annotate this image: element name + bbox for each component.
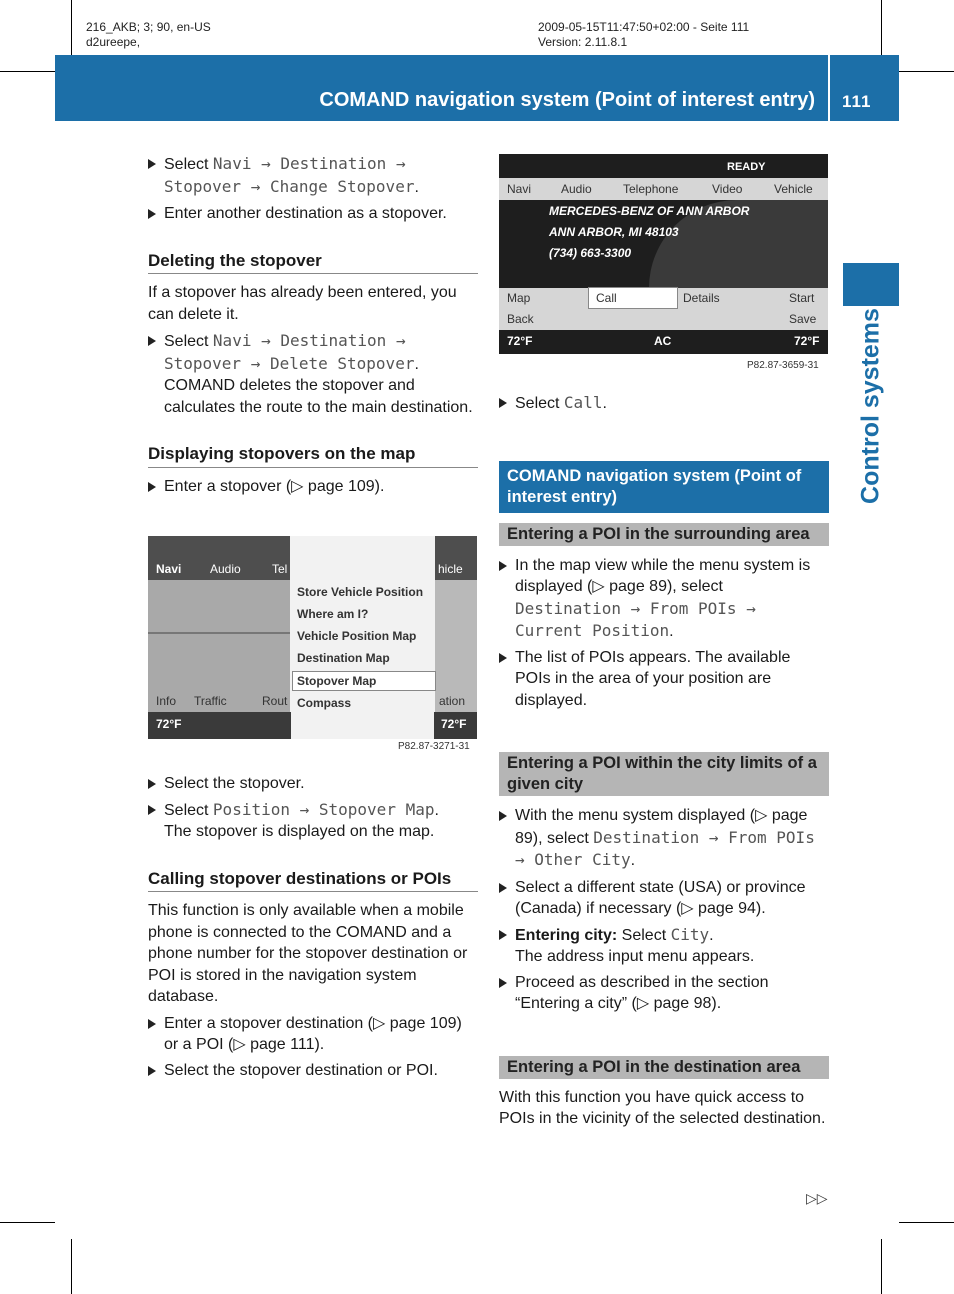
menu-item: Where am I? [297, 607, 369, 621]
button-back: Back [507, 312, 534, 326]
crop-mark [899, 1222, 954, 1223]
tab-audio: Audio [561, 182, 592, 196]
instruction-step: With the menu system displayed (▷ page 89), select Destination → From POIs → Other City. [499, 805, 829, 872]
menu-item: Store Vehicle Position [297, 585, 424, 599]
crop-mark [71, 1239, 72, 1294]
right-column [499, 392, 829, 1130]
poi-phone: (734) 663-3300 [549, 246, 632, 260]
instruction-step: Select Navi → Destination → Stopover → Change Stopover. [148, 153, 478, 198]
climate-ac: AC [654, 334, 672, 348]
tab-tel: Tel [272, 562, 288, 576]
section-heading: Deleting the stopover [148, 250, 478, 275]
instruction-step: In the map view while the menu system is displayed (▷ page 89), select Destination → From POIs → Current Position. [499, 555, 829, 643]
button-map: Map [507, 291, 531, 305]
button-start: Start [789, 291, 815, 305]
menu-item: Compass [297, 696, 352, 710]
crop-mark [881, 0, 882, 55]
step-result: COMAND deletes the stopover and calculates the route to the main destination. [164, 377, 473, 416]
step-result: The address input menu appears. [515, 948, 755, 965]
instruction-step: Select Call. [499, 392, 829, 415]
meta-line: 216_AKB; 3; 90, en-US [86, 20, 211, 34]
poi-address: ANN ARBOR, MI 48103 [549, 225, 679, 239]
button-details: Details [683, 291, 720, 305]
button-call: Call [596, 291, 617, 305]
menu-item: Destination Map [297, 651, 390, 665]
tab-telephone: Telephone [623, 182, 679, 196]
status-ready: READY [727, 161, 766, 173]
tab-vehicle: hicle [438, 562, 463, 576]
print-meta-right [538, 20, 749, 50]
subsection-title: Entering a POI in the surrounding area [499, 523, 829, 546]
instruction-step: Proceed as described in the section “Entering a city” (▷ page 98). [499, 972, 829, 1015]
tab-navi: Navi [507, 182, 532, 196]
figure-caption: P82.87-3271-31 [398, 741, 470, 752]
instruction-step: The list of POIs appears. The available POIs in the area of your position are displayed. [499, 647, 829, 712]
bottom-info: Info [156, 694, 177, 708]
side-tab [843, 306, 899, 506]
continue-marker: ▷▷ [806, 1190, 828, 1206]
tab-vehicle: Vehicle [774, 182, 813, 196]
subsection-title: Entering a POI within the city limits of a given city [499, 752, 829, 796]
poi-name: MERCEDES-BENZ OF ANN ARBOR [549, 204, 750, 218]
meta-line: 2009-05-15T11:47:50+02:00 - Seite 111 [538, 20, 750, 34]
page-title: COMAND navigation system (Point of interest entry) [319, 89, 815, 111]
side-tab-label: Control systems [856, 308, 885, 504]
screenshot-poi-call [499, 154, 828, 354]
paragraph: This function is only available when a mobile phone is connected to the COMAND and a phone number for the stopover destination or POI is stored in the navigation system database. [148, 902, 468, 1005]
crop-mark [881, 1239, 882, 1294]
instruction-step: Select Navi → Destination → Stopover → Delete Stopover. [148, 330, 478, 375]
screenshot-stopover-menu [148, 536, 477, 739]
left-column [148, 153, 478, 497]
figure-caption: P82.87-3659-31 [747, 360, 819, 371]
bottom-route: Rout [262, 694, 288, 708]
instruction-step: Select the stopover destination or POI. [148, 1060, 478, 1082]
step-result: The stopover is displayed on the map. [164, 823, 435, 840]
climate-left: 72°F [507, 334, 533, 348]
instruction-step: Enter another destination as a stopover. [148, 203, 478, 225]
crop-mark [71, 0, 72, 55]
climate-right: 72°F [794, 334, 820, 348]
meta-line: Version: 2.11.8.1 [538, 35, 628, 49]
menu-item: Vehicle Position Map [297, 629, 417, 643]
menu-item-selected: Stopover Map [297, 674, 377, 688]
instruction-step: Enter a stopover destination (▷ page 109) or a POI (▷ page 111). [148, 1013, 478, 1056]
instruction-step: Entering city: Select City. [499, 924, 829, 947]
tab-navi: Navi [156, 562, 182, 576]
paragraph: With this function you have quick access to POIs in the vicinity of the selected destination. [499, 1088, 826, 1127]
crop-mark [0, 1222, 55, 1223]
print-meta-left [86, 20, 211, 50]
banner-divider [828, 55, 830, 121]
crop-mark [899, 71, 954, 72]
bottom-traffic: Traffic [194, 694, 227, 708]
instruction-step: Enter a stopover (▷ page 109). [148, 476, 478, 498]
tab-audio: Audio [210, 562, 241, 576]
instruction-step: Select the stopover. [148, 773, 478, 795]
paragraph: If a stopover has already been entered, you can delete it. [148, 284, 457, 323]
side-tab-marker [843, 263, 899, 306]
climate-left: 72°F [156, 717, 182, 731]
instruction-step: Select Position → Stopover Map. [148, 799, 478, 822]
section-title: COMAND navigation system (Point of interest entry) [499, 461, 829, 513]
bottom-destination: ation [439, 694, 466, 708]
tab-video: Video [712, 182, 743, 196]
crop-mark [0, 71, 55, 72]
subsection-title: Entering a POI in the destination area [499, 1056, 829, 1079]
instruction-step: Select a different state (USA) or province (Canada) if necessary (▷ page 94). [499, 877, 829, 920]
meta-line: d2ureepe, [86, 35, 141, 49]
left-column-lower [148, 773, 478, 1081]
page-number: 111 [842, 92, 872, 111]
climate-right: 72°F [441, 717, 467, 731]
section-heading: Calling stopover destinations or POIs [148, 868, 478, 893]
section-heading: Displaying stopovers on the map [148, 443, 478, 468]
button-save: Save [789, 312, 817, 326]
